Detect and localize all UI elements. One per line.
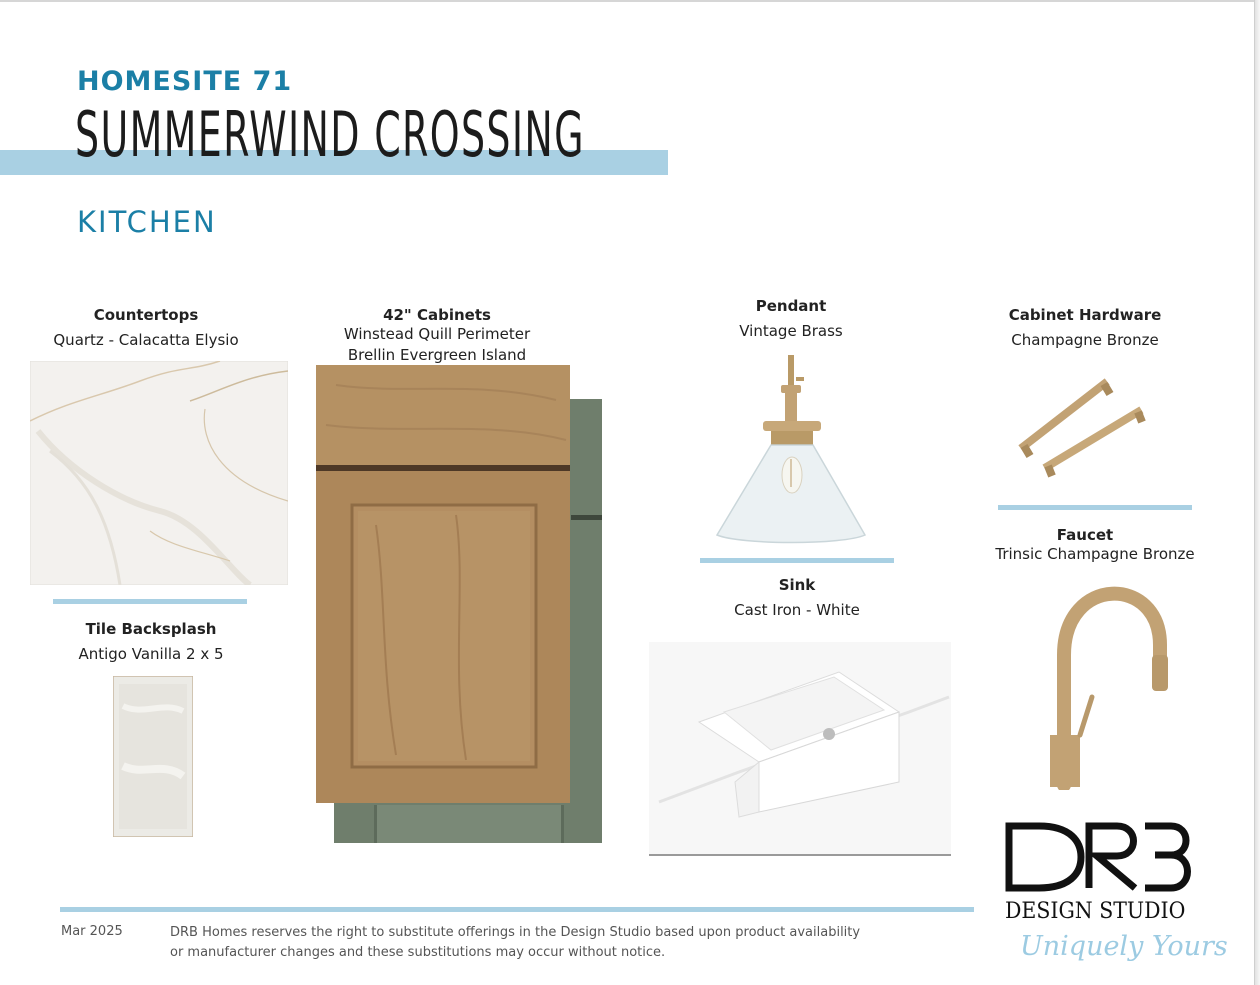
cabinets-value-island: Brellin Evergreen Island [347, 346, 527, 364]
footer-divider [60, 907, 974, 912]
cabinet-door-swatch-image [316, 365, 603, 843]
backsplash-value: Antigo Vanilla 2 x 5 [78, 645, 224, 663]
countertops-divider [53, 599, 247, 604]
footer-disclaimer-line-1: DRB Homes reserves the right to substitute offerings in the Design Studio based upon product availability [170, 925, 861, 940]
backsplash-label: Tile Backsplash [85, 620, 217, 638]
cabinet-pulls-image [1018, 378, 1148, 480]
drb-logo-text: DRB [1005, 822, 1008, 823]
quartz-swatch-image [30, 361, 288, 585]
sink-value: Cast Iron - White [734, 601, 860, 619]
pendant-divider [700, 558, 894, 563]
sink-label: Sink [778, 576, 816, 594]
room-heading: KITCHEN [77, 205, 217, 239]
community-title: SUMMERWIND CROSSING [75, 98, 585, 171]
hardware-divider [998, 505, 1192, 510]
page-top-border [0, 0, 1260, 2]
pendant-label: Pendant [755, 297, 827, 315]
cabinets-value-perimeter: Winstead Quill Perimeter [343, 325, 531, 343]
footer-date: Mar 2025 [61, 924, 123, 939]
faucet-label: Faucet [1056, 526, 1114, 544]
design-studio-wordmark: DESIGN STUDIO [1005, 899, 1186, 924]
sink-image [649, 642, 951, 857]
faucet-value: Trinsic Champagne Bronze [995, 545, 1195, 563]
countertops-value: Quartz - Calacatta Elysio [53, 331, 239, 349]
footer-disclaimer [170, 923, 860, 963]
pendant-value: Vintage Brass [739, 322, 843, 340]
cabinets-label: 42" Cabinets [383, 306, 491, 324]
tile-swatch-image [113, 676, 193, 837]
homesite-heading: HOMESITE 71 [77, 66, 293, 97]
hardware-label: Cabinet Hardware [1008, 306, 1162, 324]
faucet-image [1040, 585, 1170, 790]
hardware-value: Champagne Bronze [1011, 331, 1159, 349]
page-scrollbar-edge [1254, 0, 1260, 985]
brand-tagline: Uniquely Yours [1020, 931, 1228, 962]
countertops-label: Countertops [93, 306, 199, 324]
drb-logo [1005, 822, 1192, 892]
footer-disclaimer-line-2: or manufacturer changes and these substitutions may occur without notice. [170, 945, 666, 960]
pendant-light-image [713, 355, 871, 545]
